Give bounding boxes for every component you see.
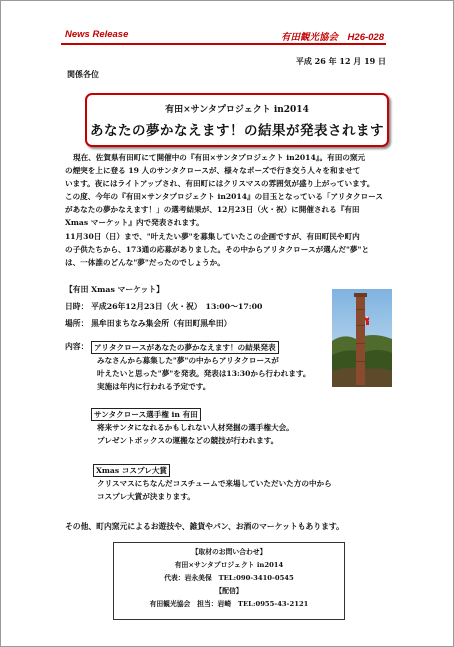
header-label: News Release [65,29,129,40]
event-date-row [65,301,262,312]
event-place-row [65,318,231,329]
item-title-championship: サンタクロース選手権 in 有田 [91,408,201,421]
item-line: みなさんから募集した"夢"の中からアリタクロースが [97,356,279,365]
contact-dist-heading: 【配信】 [215,587,243,595]
issue-date: 平成 26 年 12 月 19 日 [295,56,386,66]
contact-rep: 代表：岩永美保 TEL:090-3410-0545 [164,574,294,582]
contact-box [113,542,345,620]
news-header [61,28,386,45]
chimney-santa-photo [332,289,392,387]
body-line: があなたの夢かなえます！」の選考結果が、12月23日（火・祝）に開催される『有田 [65,205,360,215]
event-heading: 【有田 Xmas マーケット】 [65,285,164,294]
contact-heading: 【取材のお問い合わせ】 [191,548,267,556]
title-box [85,93,389,147]
body-text [65,151,392,269]
event-place-value: 黒牟田まちなみ集会所（有田町黒牟田） [91,319,232,328]
body-line: 現在、佐賀県有田町にて開催中の『有田×サンタプロジェクト in2014』。有田の窯元 [73,153,366,162]
event-content-label: 内容： [65,342,89,351]
item-line: プレゼントボックスの運搬などの競技が行われます。 [97,436,279,446]
event-place-label: 場所： [65,319,89,328]
event-date-label: 日時： [65,302,89,311]
item-title-result: アリタクロースがあなたの夢かなえます！の結果発表 [91,341,279,354]
title-line2: あなたの夢かなえます！の結果が発表されます [90,123,384,139]
item-title-cosplay: Xmas コスプレ大賞 [93,464,170,477]
item-line: コスプレ大賞が決まります。 [97,492,195,502]
item-line: 叶えたいと思った"夢"を発表。発表は13:30から行われます。 [97,369,311,379]
contact-project: 有田×サンタプロジェクト in2014 [174,561,284,569]
item-result-text [97,354,311,394]
body-line: の煙突を上に登る 19 人のサンタクロースが、様々なポーズで行き交う人々を和ませて [65,166,361,176]
addressee: 関係各位 [67,69,99,79]
event-date-value: 平成26年12月23日（火・祝） 13:00～17:00 [91,302,263,311]
body-line: は、一体誰のどんな"夢"だったのでしょうか。 [65,257,225,267]
footer-note: その他、町内窯元によるお遊技や、雑貨やパン、お酒のマーケットもあります。 [65,522,344,531]
body-line: います。夜にはライトアップされ、有田町にはクリスマスの雰囲気が盛り上がっています。 [65,179,375,189]
contact-distributor: 有田観光協会 担当：岩崎 TEL:0955-43-2121 [149,600,309,608]
body-line: の子供たちから、173通の応募がありました。その中からアリタクロースが選んだ"夢"と [65,244,370,254]
item-line: 将来サンタになれるかもしれない人材発掘の選手権大会。 [97,423,294,432]
item-line: 実施は年内に行われる予定です。 [97,382,211,392]
title-line1: 有田×サンタプロジェクト in2014 [165,105,309,115]
body-line: Xmas マーケット』内で発表されます。 [65,218,204,228]
item-championship-text [97,421,294,447]
body-line: この度、今年の『有田×サンタプロジェクト in2014』の目玉となっている「アリタクロース [65,192,383,202]
body-line: 11月30日（日）まで、"叶えたい夢"を募集していたこの企画ですが、有田町民や町内 [65,231,360,241]
header-org-code: 有田観光協会 H26-028 [281,32,384,43]
item-cosplay-text [97,477,332,503]
chimney-photo-svg [332,289,392,387]
item-line: クリスマスにちなんだコスチュームで来場していただいた方の中から [97,479,332,488]
